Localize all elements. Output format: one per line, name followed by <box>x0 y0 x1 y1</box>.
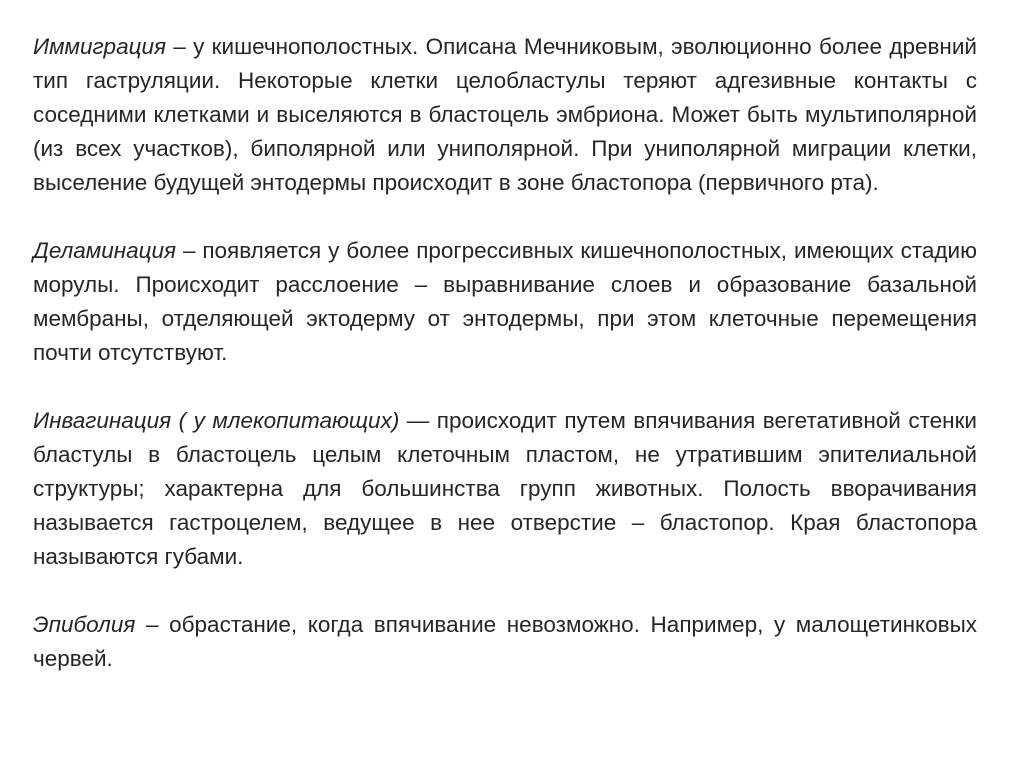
paragraph-delamination <box>33 234 977 370</box>
paragraph-invagination <box>33 404 977 574</box>
text-invagination: — происходит путем впячивания вегетативной стенки бластулы в бластоцель целым клеточным пластом, не утратившим эпителиальной структуры; характерна для большинства групп животных. Полость вворачивания называется гастроцелем, ведущее в нее отверстие – бластопор. Края бластопора называются губами. <box>33 408 977 569</box>
paragraph-immigration <box>33 30 977 200</box>
term-delamination: Деламинация <box>33 238 177 263</box>
slide-content <box>33 30 977 710</box>
text-epiboly: – обрастание, когда впячивание невозможно. Например, у малощетинковых червей. <box>33 612 977 671</box>
term-epiboly: Эпиболия <box>33 612 136 637</box>
paragraph-epiboly <box>33 608 977 676</box>
text-immigration: – у кишечнополостных. Описана Мечниковым, эволюционно более древний тип гаструляции. Некоторые клетки целобластулы теряют адгезивные контакты с соседними клетками и выселяются в бластоцель эмбриона. Может быть мультиполярной (из всех участков), биполярной или униполярной. При униполярной миграции клетки, выселение будущей энтодермы происходит в зоне бластопора (первичного рта). <box>33 34 977 195</box>
term-immigration: Иммиграция <box>33 34 166 59</box>
text-delamination: – появляется у более прогрессивных кишечнополостных, имеющих стадию морулы. Происходит расслоение – выравнивание слоев и образование базальной мембраны, отделяющей эктодерму от энтодермы, при этом клеточные перемещения почти отсутствуют. <box>33 238 977 365</box>
term-invagination: Инвагинация ( у млекопитающих) <box>33 408 400 433</box>
